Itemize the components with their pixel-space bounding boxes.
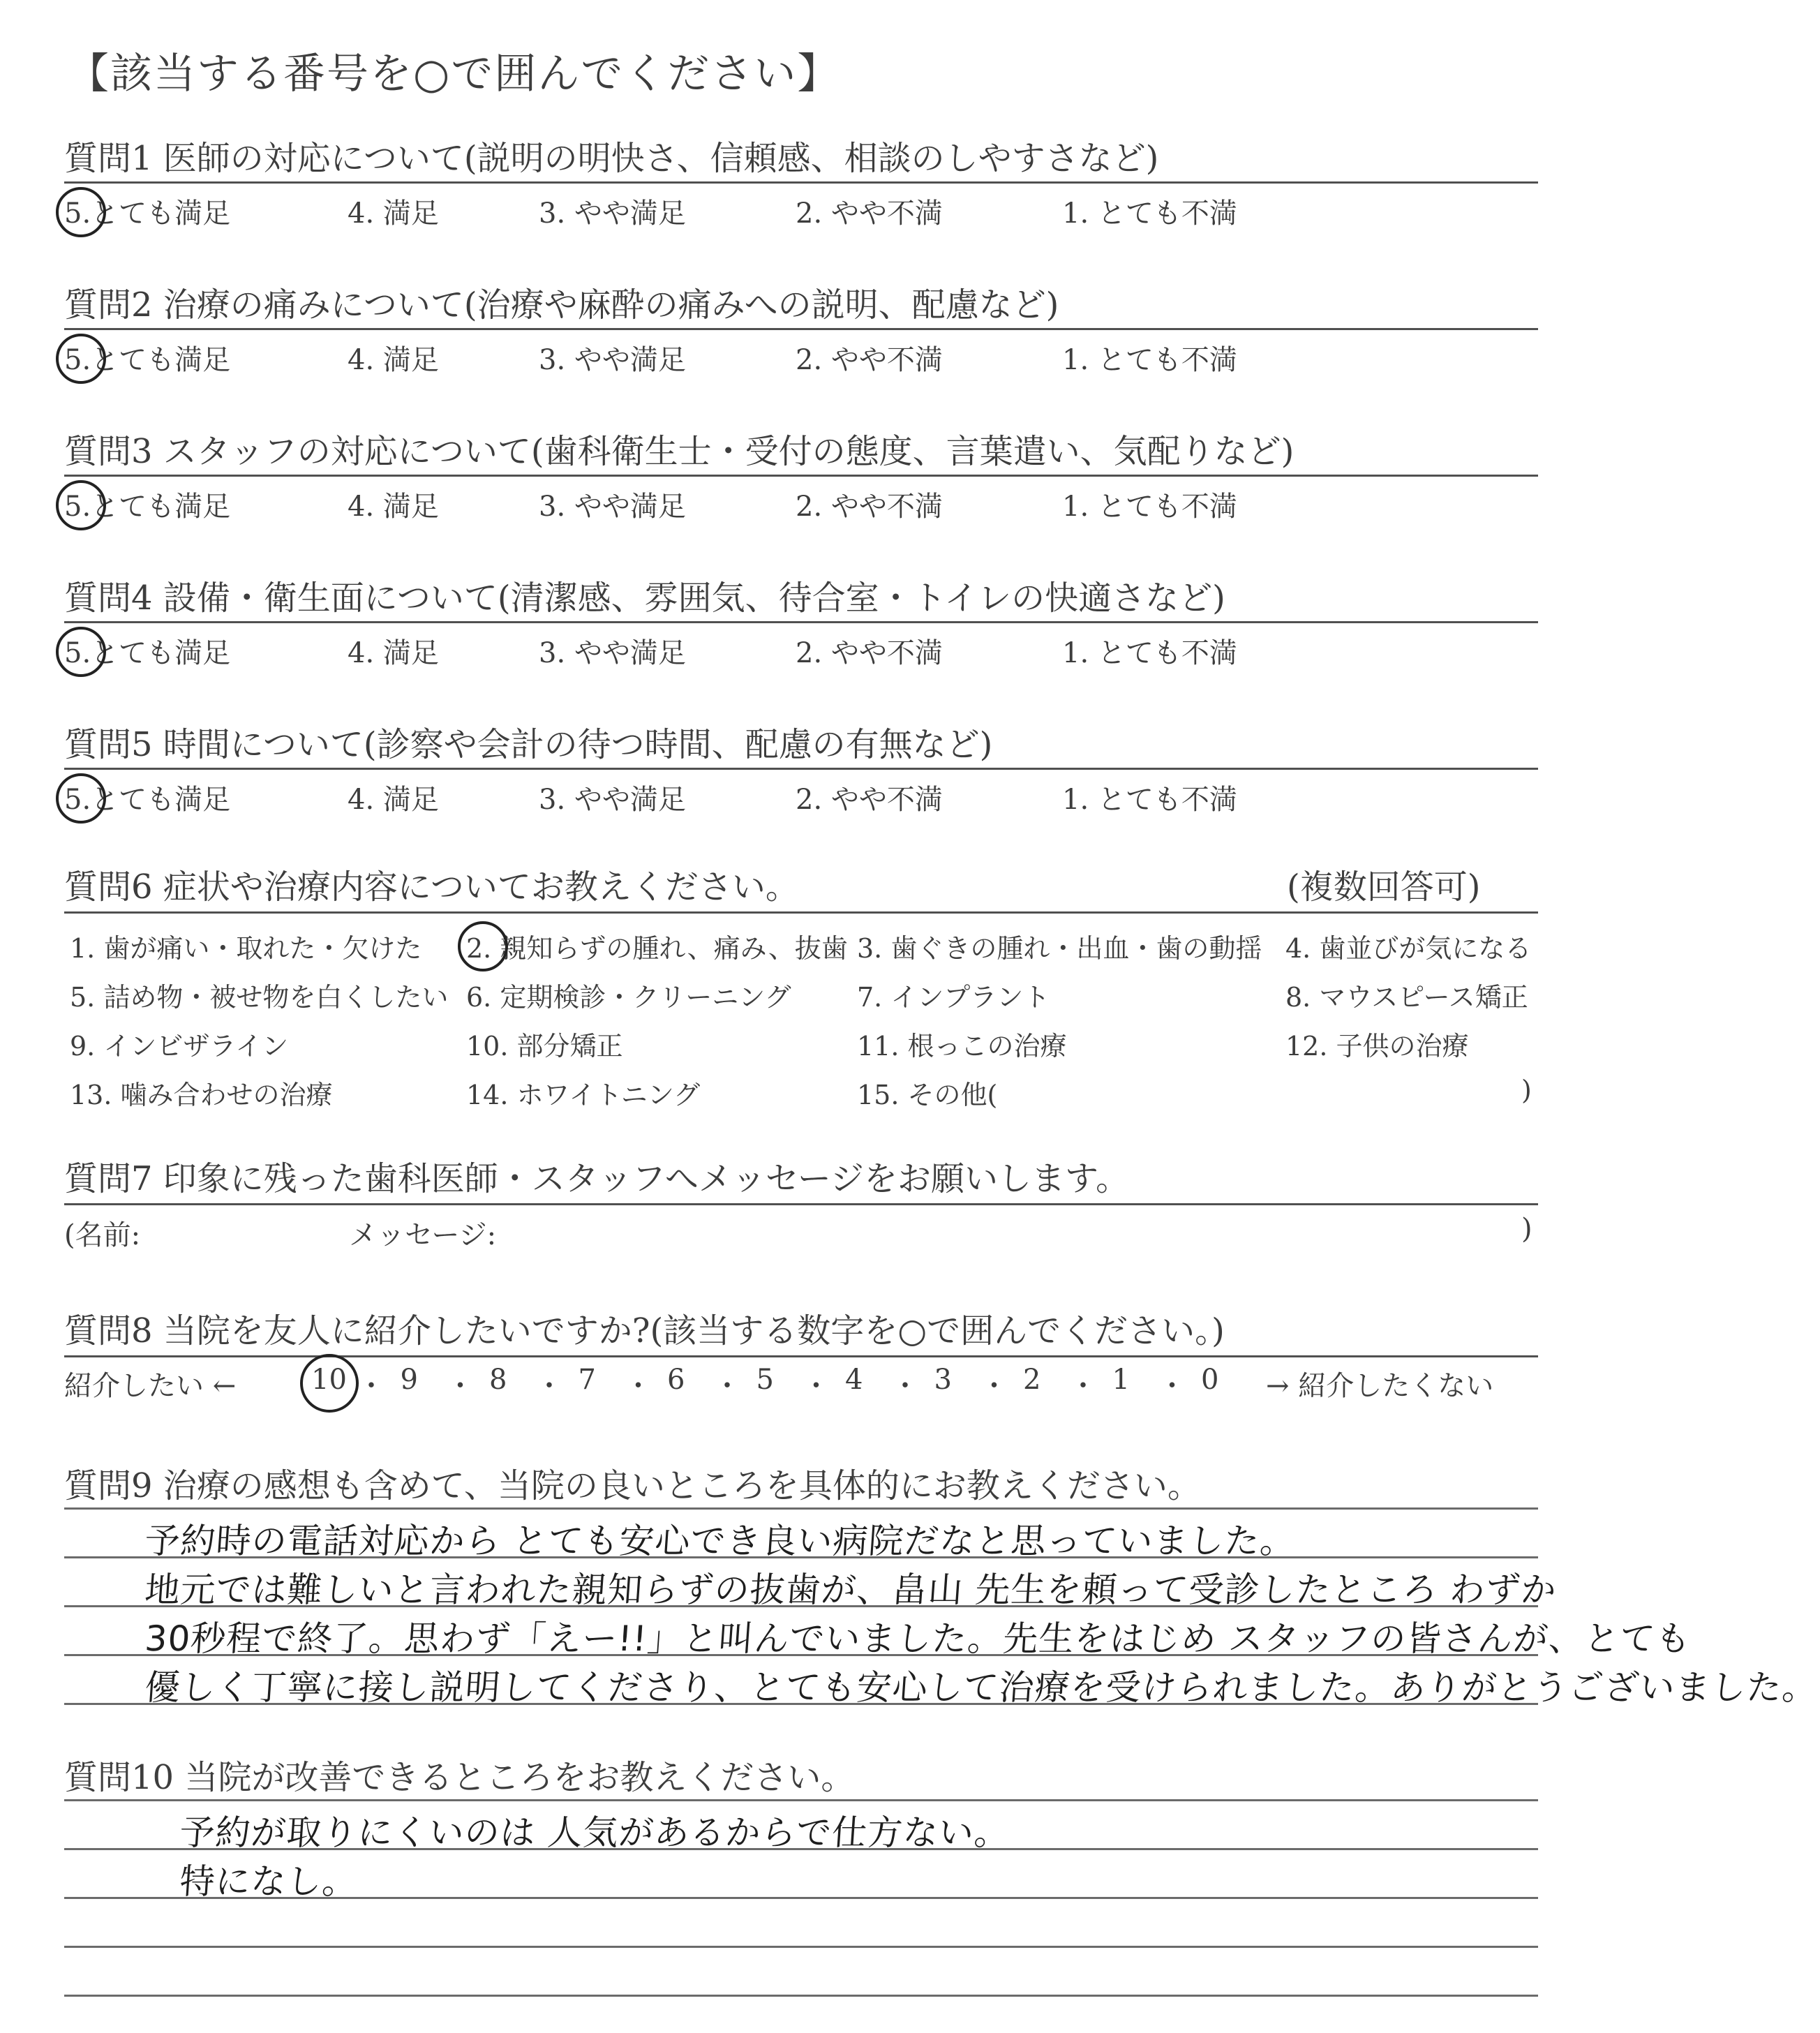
q2-option-4[interactable]: 4. 満足 [348,344,439,376]
q4-option-5[interactable]: 5.とても満足 [64,637,231,669]
q3-selection-circle [56,480,106,530]
page-heading: 【該当する番号を○で囲んでください】 [67,50,841,98]
q8-separator: ・ [980,1370,1008,1402]
q6-title: 質問6 症状や治療内容についてお教えください。 [64,867,799,907]
q1-option-1[interactable]: 1. とても不満 [1062,198,1237,230]
q8-title: 質問8 当院を友人に紹介したいですか?(該当する数字を○で囲んでください。) [64,1311,1225,1350]
q5-option-4[interactable]: 4. 満足 [348,784,439,816]
q3-option-1[interactable]: 1. とても不満 [1062,491,1237,523]
q7-title: 質問7 印象に残った歯科医師・スタッフへメッセージをお願いします。 [64,1159,1130,1198]
q9-answer-line-2: 地元では難しいと言われた親知らずの抜歯が、畠山 先生を頼って受診したところ わずか [143,1570,1558,1610]
q3-rule [64,475,1538,477]
q2-option-2[interactable]: 2. やや不満 [796,344,943,376]
q5-selection-circle [56,773,106,824]
q10-answer-line-2: 特になし。 [178,1861,359,1902]
q5-title: 質問5 時間について(診察や会計の待つ時間、配慮の有無など) [64,725,993,764]
q7-name-label: (名前: [64,1219,141,1251]
q8-separator: ・ [891,1370,919,1402]
q8-scale-10[interactable]: 10 [311,1364,347,1396]
q8-separator: ・ [1069,1370,1097,1402]
q8-scale-6[interactable]: 6 [667,1364,685,1396]
q8-rule [64,1355,1538,1357]
q4-option-3[interactable]: 3. やや満足 [539,637,686,669]
q5-option-1[interactable]: 1. とても不満 [1062,784,1237,816]
q2-selection-circle [56,334,106,384]
q6-option-7[interactable]: 7. インプラント [857,982,1050,1013]
q8-separator: ・ [713,1370,741,1402]
q4-option-2[interactable]: 2. やや不満 [796,637,943,669]
q8-scale-3[interactable]: 3 [934,1364,952,1396]
q8-left-label: 紹介したい ← [64,1370,237,1402]
q3-title: 質問3 スタッフの対応について(歯科衛生士・受付の態度、言葉遣い、気配りなど) [64,432,1295,471]
q8-separator: ・ [535,1370,563,1402]
q6-option-5[interactable]: 5. 詰め物・被せ物を白くしたい [70,982,449,1013]
q6-option-2[interactable]: 2. 親知らずの腫れ、痛み、抜歯 [466,933,848,964]
q8-separator: ・ [446,1370,475,1402]
q2-option-5[interactable]: 5.とても満足 [64,344,231,376]
q6-option-15[interactable]: 15. その他( [857,1080,998,1110]
q8-scale-4[interactable]: 4 [845,1364,863,1396]
q2-title: 質問2 治療の痛みについて(治療や麻酔の痛みへの説明、配慮など) [64,285,1059,325]
q6-option-10[interactable]: 10. 部分矯正 [466,1031,623,1062]
q4-option-4[interactable]: 4. 満足 [348,637,439,669]
q6-option-9[interactable]: 9. インビザライン [70,1031,289,1062]
q8-scale-5[interactable]: 5 [756,1364,774,1396]
q1-rule [64,181,1538,184]
q8-scale-0[interactable]: 0 [1201,1364,1219,1396]
q6-option-14[interactable]: 14. ホワイトニング [466,1080,701,1110]
q1-option-5[interactable]: 5.とても満足 [64,198,231,230]
q5-option-2[interactable]: 2. やや不満 [796,784,943,816]
q3-option-3[interactable]: 3. やや満足 [539,491,686,523]
q6-rule [64,911,1538,914]
q8-separator: ・ [357,1370,385,1402]
q9-answer-line-1: 予約時の電話対応から とても安心でき良い病院だなと思っていました。 [143,1521,1297,1561]
q5-rule [64,768,1538,770]
q6-option-13[interactable]: 13. 噛み合わせの治療 [70,1080,333,1110]
q8-scale-9[interactable]: 9 [400,1364,418,1396]
q8-scale-1[interactable]: 1 [1112,1364,1130,1396]
q6-option-6[interactable]: 6. 定期検診・クリーニング [466,982,791,1013]
q6-option-4[interactable]: 4. 歯並びが気になる [1285,933,1532,964]
q9-writing-line [64,1507,1538,1510]
q6-option-1[interactable]: 1. 歯が痛い・取れた・欠けた [70,933,422,964]
q2-option-3[interactable]: 3. やや満足 [539,344,686,376]
q10-writing-line [64,1799,1538,1801]
q8-scale-7[interactable]: 7 [578,1364,596,1396]
q4-selection-circle [56,627,106,677]
q5-option-5[interactable]: 5.とても満足 [64,784,231,816]
q6-multiple-note: (複数回答可) [1287,867,1481,907]
q2-option-1[interactable]: 1. とても不満 [1062,344,1237,376]
q1-title: 質問1 医師の対応について(説明の明快さ、信頼感、相談のしやすさなど) [64,139,1159,178]
q7-rule [64,1203,1538,1205]
q6-option-8[interactable]: 8. マウスピース矯正 [1285,982,1528,1013]
q8-selection-circle [300,1354,359,1413]
q3-option-5[interactable]: 5.とても満足 [64,491,231,523]
q2-rule [64,328,1538,330]
q9-answer-line-4: 優しく丁寧に接し説明してくださり、とても安心して治療を受けられました。ありがとうございました。 [143,1667,1819,1708]
q4-title: 質問4 設備・衛生面について(清潔感、雰囲気、待合室・トイレの快適さなど) [64,579,1225,618]
q6-selection-circle [458,921,508,971]
q9-title: 質問9 治療の感想も含めて、当院の良いところを具体的にお教えください。 [64,1466,1201,1505]
q9-answer-line-3: 30秒程で終了。思わず「えー!!」と叫んでいました。先生をはじめ スタッフの皆さんが、とても [143,1618,1693,1659]
q3-option-4[interactable]: 4. 満足 [348,491,439,523]
q6-option-3[interactable]: 3. 歯ぐきの腫れ・出血・歯の動揺 [857,933,1262,964]
q8-right-label: → 紹介したくない [1266,1370,1494,1402]
q6-option-12[interactable]: 12. 子供の治療 [1285,1031,1469,1062]
q4-rule [64,621,1538,623]
q1-option-4[interactable]: 4. 満足 [348,198,439,230]
q3-option-2[interactable]: 2. やや不満 [796,491,943,523]
q10-title: 質問10 当院が改善できるところをお教えください。 [64,1758,855,1797]
q10-answer-line-1: 予約が取りにくいのは 人気があるからで仕方ない。 [178,1812,1012,1853]
q6-option-11[interactable]: 11. 根っこの治療 [857,1031,1067,1062]
q8-scale-2[interactable]: 2 [1023,1364,1041,1396]
q4-option-1[interactable]: 1. とても不満 [1062,637,1237,669]
q8-separator: ・ [1158,1370,1186,1402]
q6-other-close-paren: ) [1521,1075,1532,1105]
q1-option-3[interactable]: 3. やや満足 [539,198,686,230]
q1-selection-circle [56,187,106,237]
q5-option-3[interactable]: 3. やや満足 [539,784,686,816]
q7-message-label: メッセージ: [349,1219,497,1251]
q7-close-paren: ) [1521,1213,1532,1245]
q8-separator: ・ [802,1370,830,1402]
q10-writing-line [64,1946,1538,1948]
q1-option-2[interactable]: 2. やや不満 [796,198,943,230]
q10-writing-line [64,1995,1538,1997]
q8-separator: ・ [624,1370,652,1402]
q8-scale-8[interactable]: 8 [489,1364,507,1396]
